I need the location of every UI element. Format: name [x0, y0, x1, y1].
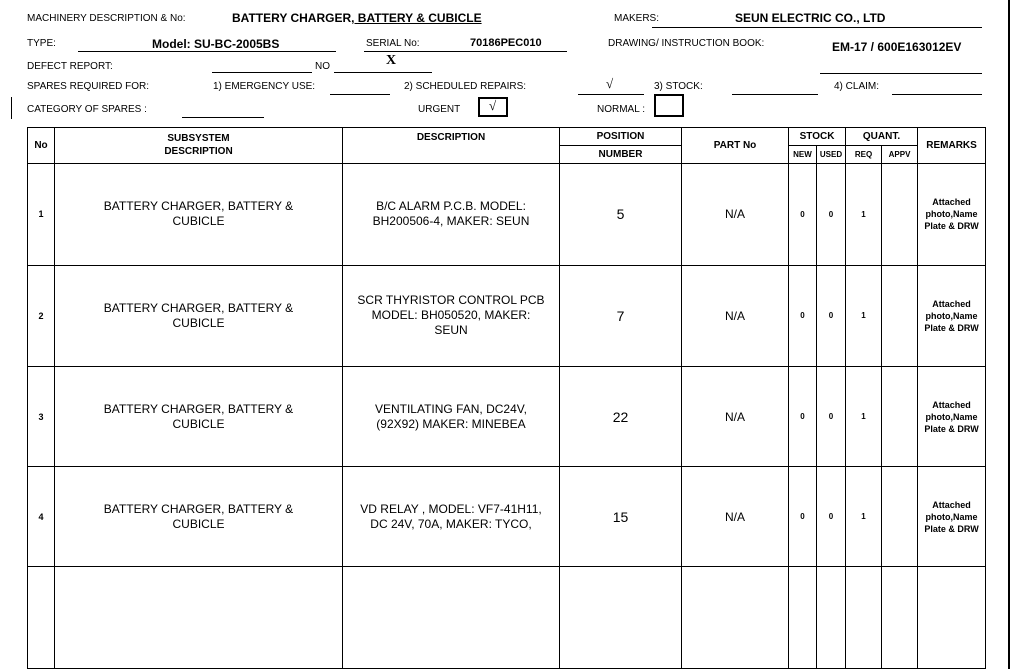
row-stock-used: 0: [817, 163, 846, 265]
row-subsystem-line1: BATTERY CHARGER, BATTERY &: [103, 199, 294, 214]
col-description-header: DESCRIPTION: [343, 128, 560, 164]
row-rem-line3: Plate & DRW: [924, 322, 979, 333]
row-quant-req: 1: [846, 163, 882, 265]
row-description: [343, 265, 560, 367]
row-stock-new: 0: [789, 163, 817, 265]
row-no: 2: [28, 265, 55, 367]
col-subsystem-line2: DESCRIPTION: [164, 146, 233, 158]
row-desc-line2: MODEL: BH050520, MAKER:: [371, 308, 531, 323]
row-stock-new: 0: [789, 265, 817, 367]
row-rem-line2: photo,Name: [925, 511, 978, 522]
serial-value: 70186PEC010: [470, 37, 542, 49]
row-desc-line3: SEUN: [434, 323, 468, 338]
row-subsystem-line2: CUBICLE: [172, 516, 225, 531]
table-row: [28, 367, 986, 467]
row-rem-line3: Plate & DRW: [924, 221, 979, 232]
row-quant-appv: [882, 265, 918, 367]
row-remarks: [918, 367, 986, 467]
drawing-label: DRAWING/ INSTRUCTION BOOK:: [608, 38, 765, 49]
type-value: Model: SU-BC-2005BS: [152, 37, 280, 51]
row-subsystem-line1: BATTERY CHARGER, BATTERY &: [103, 501, 294, 516]
page-right-border: [1008, 0, 1010, 669]
table-row: [28, 163, 986, 265]
col-position-number-header: NUMBER: [560, 146, 682, 163]
urgent-label: URGENT: [418, 104, 461, 115]
row-position: 22: [560, 367, 682, 467]
row-subsystem-line1: BATTERY CHARGER, BATTERY &: [103, 300, 294, 315]
row-partno: N/A: [682, 265, 789, 367]
row-remarks: [918, 467, 986, 567]
col-stock-header: STOCK: [789, 128, 846, 146]
urgent-checkmark: √: [489, 98, 497, 113]
emergency-label: 1) EMERGENCY USE:: [213, 81, 316, 92]
row-rem-line1: Attached: [932, 298, 971, 309]
scheduled-label: 2) SCHEDULED REPAIRS:: [404, 81, 527, 92]
row-rem-line3: Plate & DRW: [924, 523, 979, 534]
normal-checkbox[interactable]: [654, 94, 684, 117]
margin-mark: [11, 97, 12, 119]
row-position: 15: [560, 467, 682, 567]
row-no: 4: [28, 467, 55, 567]
row-desc-line1: VD RELAY , MODEL: VF7-41H11,: [360, 501, 542, 516]
row-stock-used: 0: [817, 265, 846, 367]
drawing-value: EM-17 / 600E163012EV: [832, 40, 962, 54]
row-rem-line1: Attached: [932, 399, 971, 410]
machinery-value: [232, 11, 482, 25]
table-row: [28, 467, 986, 567]
urgent-checkbox[interactable]: [478, 97, 508, 117]
row-desc-line2: (92X92) MAKER: MINEBEA: [376, 416, 526, 431]
machinery-value-part1: BATTERY CHARGER: [232, 11, 352, 25]
row-subsystem: [55, 467, 343, 567]
row-partno: N/A: [682, 163, 789, 265]
row-subsystem-line1: BATTERY CHARGER, BATTERY &: [103, 401, 294, 416]
col-remarks-header: REMARKS: [918, 128, 986, 164]
row-partno: N/A: [682, 367, 789, 467]
row-quant-req: 1: [846, 467, 882, 567]
row-no: 1: [28, 163, 55, 265]
row-stock-new: 0: [789, 467, 817, 567]
no-label: NO: [315, 61, 330, 72]
claim-label: 4) CLAIM:: [834, 81, 880, 92]
col-quant-appv-header: APPV: [882, 146, 918, 163]
row-rem-line3: Plate & DRW: [924, 423, 979, 434]
row-subsystem-line2: CUBICLE: [172, 315, 225, 330]
col-quant-req-header: REQ: [846, 146, 882, 163]
table-row: [28, 265, 986, 367]
row-subsystem-line2: CUBICLE: [172, 416, 225, 431]
col-subsystem-header: [55, 128, 343, 164]
row-quant-req: 1: [846, 367, 882, 467]
machinery-value-part2: , BATTERY & CUBICLE: [351, 11, 482, 25]
row-desc-line1: SCR THYRISTOR CONTROL PCB: [357, 293, 545, 308]
machinery-label: MACHINERY DESCRIPTION & No:: [27, 13, 186, 24]
col-partno-header: PART No: [682, 128, 789, 164]
normal-label: NORMAL :: [597, 104, 645, 115]
row-rem-line2: photo,Name: [925, 411, 978, 422]
row-remarks: [918, 163, 986, 265]
spares-label: SPARES REQUIRED FOR:: [27, 81, 150, 92]
col-stock-used-header: USED: [817, 146, 846, 163]
row-description: [343, 467, 560, 567]
row-rem-line2: photo,Name: [925, 209, 978, 220]
col-no-header: No: [28, 128, 55, 164]
row-subsystem-line2: CUBICLE: [172, 214, 225, 229]
row-description: [343, 163, 560, 265]
makers-value: SEUN ELECTRIC CO., LTD: [735, 11, 886, 25]
row-desc-line1: B/C ALARM P.C.B. MODEL:: [376, 199, 526, 214]
row-subsystem: [55, 367, 343, 467]
row-description: [343, 367, 560, 467]
row-rem-line1: Attached: [932, 197, 971, 208]
row-stock-new: 0: [789, 367, 817, 467]
row-desc-line2: DC 24V, 70A, MAKER: TYCO,: [370, 516, 532, 531]
stock-label: 3) STOCK:: [654, 81, 703, 92]
row-rem-line1: Attached: [932, 499, 971, 510]
row-desc-line2: BH200506-4, MAKER: SEUN: [372, 214, 530, 229]
row-rem-line2: photo,Name: [925, 310, 978, 321]
col-position-header: POSITION: [560, 128, 682, 146]
col-subsystem-line1: SUBSYSTEM: [167, 133, 230, 145]
row-position: 5: [560, 163, 682, 265]
scheduled-checkmark: √: [606, 76, 614, 91]
row-quant-req: 1: [846, 265, 882, 367]
row-subsystem: [55, 163, 343, 265]
serial-label: SERIAL No:: [366, 38, 420, 49]
row-quant-appv: [882, 467, 918, 567]
type-label: TYPE:: [27, 38, 56, 49]
makers-label: MAKERS:: [614, 13, 660, 24]
defect-label: DEFECT REPORT:: [27, 61, 113, 72]
row-stock-used: 0: [817, 467, 846, 567]
row-remarks: [918, 265, 986, 367]
row-quant-appv: [882, 367, 918, 467]
row-partno: N/A: [682, 467, 789, 567]
row-no: 3: [28, 367, 55, 467]
spares-table: [27, 127, 986, 669]
col-stock-new-header: NEW: [789, 146, 817, 163]
row-quant-appv: [882, 163, 918, 265]
table-row-empty: [28, 567, 986, 669]
col-quant-header: QUANT.: [846, 128, 918, 146]
no-mark: X: [386, 53, 397, 68]
row-position: 7: [560, 265, 682, 367]
category-label: CATEGORY OF SPARES :: [27, 104, 147, 115]
row-subsystem: [55, 265, 343, 367]
row-stock-used: 0: [817, 367, 846, 467]
row-desc-line1: VENTILATING FAN, DC24V,: [374, 401, 528, 416]
